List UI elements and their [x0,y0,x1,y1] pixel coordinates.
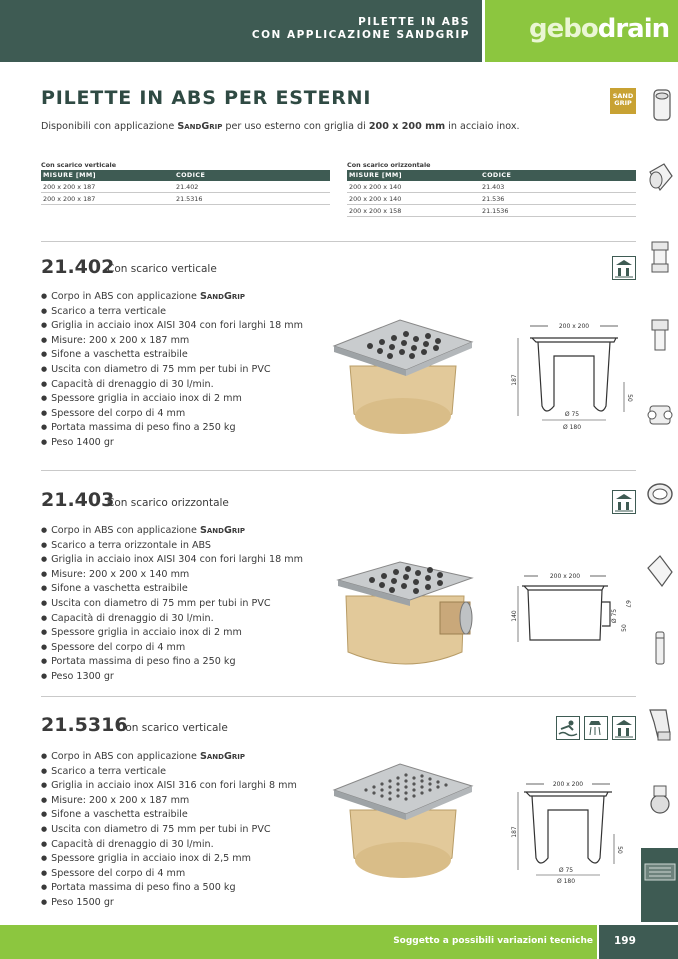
footer-bar [0,925,597,959]
col-header-code: CODICE [176,171,206,179]
table-row [41,193,330,205]
list-item: ● Griglia in acciaio inox AISI 316 con fori larghi 8 mm [41,779,331,794]
fitting-valve-icon [644,316,676,356]
product-code: 21.5316 [41,714,128,736]
product-code: 21.403 [41,489,115,511]
section-divider [41,696,636,697]
col-header-code: CODICE [482,171,512,179]
list-item: ● Sifone a vaschetta estraibile [41,808,331,823]
fitting-elbow-threaded-icon [644,704,676,744]
section-divider [41,241,636,242]
table-horizontal [347,160,636,217]
subtitle-post: in acciaio inox. [445,121,520,132]
subtitle-mid: per uso esterno con griglia di [222,121,369,132]
table-row [347,205,636,217]
subtitle-brand: SandGrip [177,121,223,132]
section-divider [41,470,636,471]
list-item: ● Griglia in acciaio inox AISI 304 con fori larghi 18 mm [41,553,331,568]
list-item: ● Uscita con diametro di 75 mm per tubi in PVC [41,363,331,378]
fitting-elbow-icon [644,86,676,126]
dim-outlet: Ø 75 [558,867,574,874]
feature-text: Corpo in ABS con applicazione [51,751,200,762]
col-header-size: MISURE [MM] [349,171,403,179]
fitting-bend-icon [644,552,676,592]
list-item: ● Sifone a vaschetta estraibile [41,348,331,363]
fitting-coupler-icon [644,238,676,278]
col-header-size: MISURE [MM] [43,171,97,179]
list-item: ● Peso 1300 gr [41,670,331,685]
list-item: ● Peso 1500 gr [41,896,331,911]
cell-code: 21.403 [482,183,505,191]
list-item: ● Scarico a terra verticale [41,305,331,320]
list-item: ● Capacità di drenaggio di 30 l/min. [41,612,331,627]
table-row [347,193,636,205]
list-item: ● Peso 1400 gr [41,436,331,451]
dim-top: 200 x 200 [552,781,584,788]
sandgrip-badge [610,88,636,114]
fitting-pipe-icon [644,628,676,668]
product-subtitle: Con scarico verticale [107,263,217,275]
feature-list [41,290,331,451]
cell-code: 21.5316 [176,195,203,203]
table-vertical [41,160,330,205]
list-item: ● Scarico a terra verticale [41,765,331,780]
list-item: ● Misure: 200 x 200 x 187 mm [41,794,331,809]
fitting-ring-icon [644,474,676,514]
brand-logo[interactable] [485,0,678,62]
list-item: ● Misure: 200 x 200 x 187 mm [41,334,331,349]
list-item: ● Spessore del corpo di 4 mm [41,867,331,882]
dim-height: 140 [511,610,518,622]
technical-drawing [510,776,638,888]
list-item: ● Capacità di drenaggio di 30 l/min. [41,838,331,853]
product-code: 21.402 [41,256,115,278]
product-subtitle: Con scarico verticale [118,722,228,734]
page-title: PILETTE IN ABS PER ESTERNI [41,87,372,109]
dim-height: 187 [511,826,518,838]
feature-list [41,750,331,911]
list-item: ● Spessore griglia in acciaio inox di 2,5 mm [41,852,331,867]
badge-line-1: SAND [612,92,634,100]
list-item: ● Spessore griglia in acciaio inox di 2 mm [41,626,331,641]
dim-base: Ø 180 [562,424,582,431]
list-item [41,524,331,539]
list-item: ● Capacità di drenaggio di 30 l/min. [41,378,331,393]
fitting-tee-icon [644,160,676,200]
cell-code: 21.1536 [482,207,509,215]
cell-size: 200 x 200 x 140 [349,183,402,191]
product-subtitle: Con scarico orizzontale [107,497,229,509]
dim-outlet: Ø 75 [611,608,618,624]
fitting-clamp-icon [644,780,676,820]
outdoor-use-icon [612,490,636,514]
page-number-box [599,925,678,959]
feature-brand: SandGrip [199,525,245,536]
logo-part-2: drain [597,14,670,44]
footer-note: Soggetto a possibili variazioni tecniche [393,936,593,946]
dim-top: 200 x 200 [558,323,590,330]
shower-use-icon [584,716,608,740]
subtitle-size: 200 x 200 mm [368,121,446,132]
list-item: ● Uscita con diametro di 75 mm per tubi in PVC [41,597,331,612]
dim-base: Ø 180 [556,878,576,885]
feature-list [41,524,331,685]
feature-brand: SandGrip [199,751,245,762]
cell-code: 21.402 [176,183,199,191]
header-title [252,16,470,42]
product-photo [330,318,476,442]
dim-side-1: 67 [624,600,631,608]
dim-height: 187 [511,374,518,386]
product-photo [330,762,476,886]
badge-line-2: GRIP [614,99,632,107]
header-bar [0,0,482,62]
technical-drawing [510,316,638,434]
page-subtitle [41,121,520,132]
list-item: ● Misure: 200 x 200 x 140 mm [41,568,331,583]
cell-size: 200 x 200 x 140 [349,195,402,203]
list-item [41,290,331,305]
dim-side: 50 [626,394,633,402]
technical-drawing [510,566,638,652]
product-photo [336,560,476,672]
logo-text [529,14,669,44]
list-item: ● Spessore del corpo di 4 mm [41,407,331,422]
cell-size: 200 x 200 x 187 [43,183,96,191]
cell-code: 21.536 [482,195,505,203]
fitting-union-icon [644,396,676,436]
header-line-1: PILETTE IN ABS [358,16,470,28]
cell-size: 200 x 200 x 187 [43,195,96,203]
list-item: ● Spessore griglia in acciaio inox di 2 mm [41,392,331,407]
list-item: ● Portata massima di peso fino a 500 kg [41,881,331,896]
table-row [347,181,636,193]
list-item [41,750,331,765]
dim-side: 50 [616,846,623,854]
outdoor-use-icon [612,716,636,740]
list-item: ● Spessore del corpo di 4 mm [41,641,331,656]
feature-brand: SandGrip [199,291,245,302]
list-item: ● Sifone a vaschetta estraibile [41,582,331,597]
table-header [41,170,330,181]
table-row [41,181,330,193]
table-header [347,170,636,181]
pool-use-icon [556,716,580,740]
dim-top: 200 x 200 [549,573,581,580]
table-caption: Con scarico verticale [41,161,117,169]
feature-text: Corpo in ABS con applicazione [51,291,200,302]
page-number: 199 [614,935,636,947]
dim-outlet: Ø 75 [564,411,580,418]
list-item: ● Uscita con diametro di 75 mm per tubi in PVC [41,823,331,838]
list-item: ● Portata massima di peso fino a 250 kg [41,421,331,436]
feature-text: Corpo in ABS con applicazione [51,525,200,536]
logo-part-1: gebo [529,14,598,44]
drain-channel-icon [641,848,678,922]
subtitle-pre: Disponibili con applicazione [41,121,178,132]
dim-side-2: 50 [621,624,628,632]
list-item: ● Griglia in acciaio inox AISI 304 con fori larghi 18 mm [41,319,331,334]
list-item: ● Scarico a terra orizzontale in ABS [41,539,331,554]
table-caption: Con scarico orizzontale [347,161,431,169]
cell-size: 200 x 200 x 158 [349,207,402,215]
side-dark-tab [641,848,678,922]
outdoor-use-icon [612,256,636,280]
header-line-2: CON APPLICAZIONE SANDGRIP [251,29,470,41]
list-item: ● Portata massima di peso fino a 250 kg [41,655,331,670]
